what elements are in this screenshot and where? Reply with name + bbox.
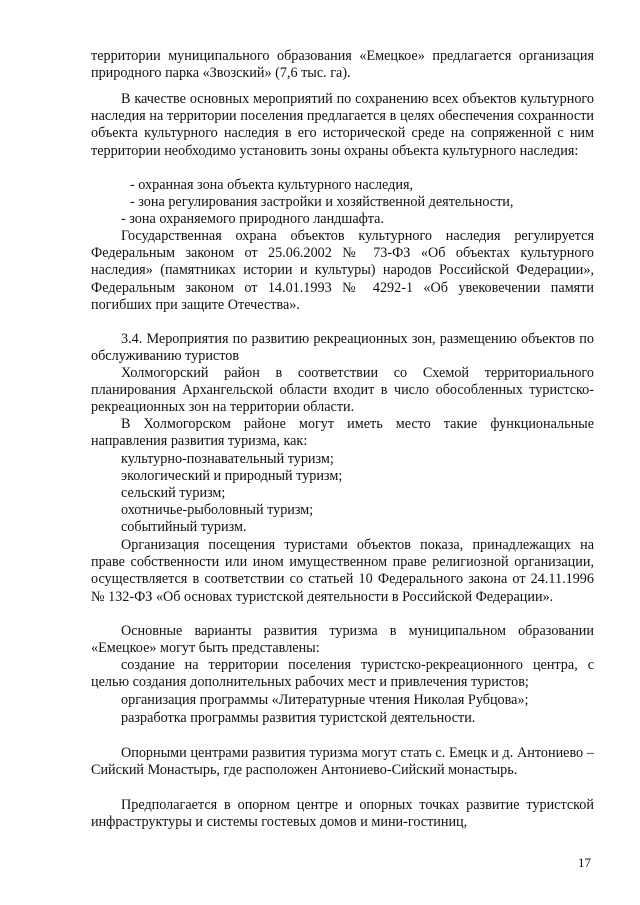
- list-item-eco-tourism: экологический и природный туризм;: [121, 468, 343, 484]
- paragraph-state-protection: Государственная охрана объектов культурного наследия регулируется Федеральным законом от 25.06.2002 № 73-ФЗ «Об объектах культурного наследия» (памятниках истории и культуры) народов Российской Федерации», Федеральным законом от 14.01.1993 № 4292-1 «Об увековечении памяти погибших при защите Отечества».: [91, 228, 594, 313]
- paragraph-development-options: Основные варианты развития туризма в муниципальном образовании «Емецкое» могут быть представлены:: [91, 623, 594, 657]
- paragraph-religious-objects: Организация посещения туристами объектов показа, принадлежащих на праве собственности или ином имущественном праве религиозной организации, осуществляется в соответствии со статьей 10 Федерального закона от 24.11.1996 № 132-ФЗ «Об основах туристской деятельности в Российской Федерации».: [91, 537, 594, 605]
- list-item-cultural-tourism: культурно-познавательный туризм;: [121, 451, 334, 467]
- paragraph-tourism-directions: В Холмогорском районе могут иметь место такие функциональные направления развития туризма, как:: [91, 416, 594, 450]
- list-item-landscape-zone: - зона охраняемого природного ландшафта.: [121, 211, 385, 227]
- list-item-hunting-fishing-tourism: охотничье-рыболовный туризм;: [121, 502, 314, 518]
- paragraph-infrastructure: Предполагается в опорном центре и опорных точках развитие туристской инфраструктуры и системы гостевых домов и мини-гостиниц,: [91, 797, 594, 831]
- list-item-rural-tourism: сельский туризм;: [121, 485, 226, 501]
- list-item-protection-zone: - охранная зона объекта культурного наследия,: [130, 177, 414, 193]
- list-item-rubtsov-readings: организация программы «Литературные чтения Николая Рубцова»;: [121, 692, 529, 708]
- paragraph-reference-centers: Опорными центрами развития туризма могут стать с. Емецк и д. Антониево – Сийский Монастырь, где расположен Антониево-Сийский монастырь.: [91, 745, 594, 779]
- paragraph-park: территории муниципального образования «Емецкое» предлагается организация природного парка «Звозский» (7,6 тыс. га).: [91, 48, 594, 82]
- list-item-recreation-center: создание на территории поселения туристско-рекреационного центра, с целью создания дополнительных рабочих мест и привлечения туристов;: [91, 657, 594, 691]
- paragraph-heritage-measures: В качестве основных мероприятий по сохранению всех объектов культурного наследия на территории поселения предлагается в целях обеспечения сохранности объекта культурного наследия в его исторической среде на сопряженной с ним территории необходимо установить зоны охраны объекта культурного наследия:: [91, 91, 594, 159]
- list-item-event-tourism: событийный туризм.: [121, 519, 247, 535]
- page-number: 17: [578, 855, 591, 870]
- section-heading-3-4: 3.4. Мероприятия по развитию рекреационных зон, размещению объектов по обслуживанию туристов: [91, 331, 594, 365]
- list-item-regulation-zone: - зона регулирования застройки и хозяйственной деятельности,: [130, 194, 514, 210]
- list-item-tourism-program: разработка программы развития туристской деятельности.: [121, 710, 476, 726]
- paragraph-kholmogory-district: Холмогорский район в соответствии со Схемой территориального планирования Архангельской области входит в число обособленных туристско-рекреационных зон на территории области.: [91, 365, 594, 416]
